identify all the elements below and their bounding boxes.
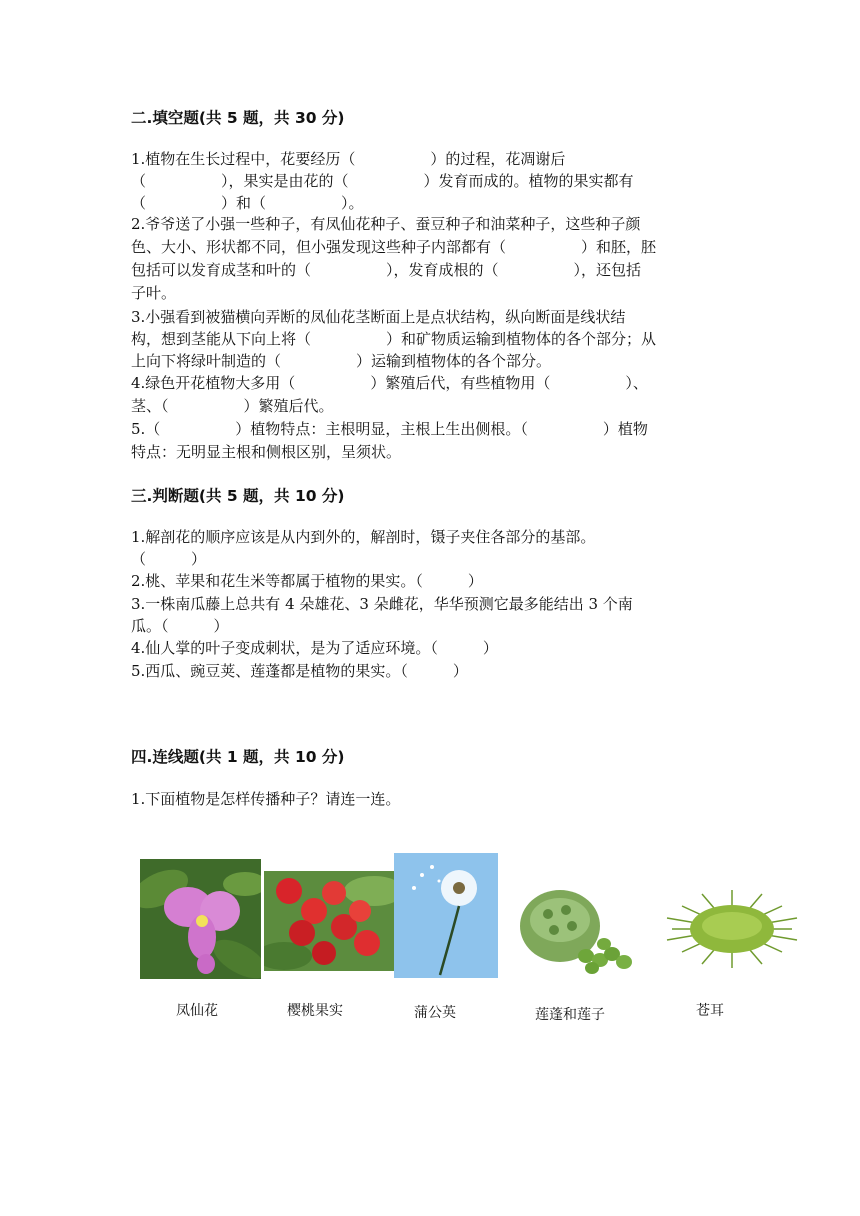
section-title-match: 四.连线题(共 1 题，共 10 分)	[131, 748, 345, 766]
question-line: 上向下将绿叶制造的（ ）运输到植物体的各个部分。	[131, 352, 552, 370]
question-line: 子叶。	[131, 284, 177, 302]
lotus-seedpod-photo	[508, 882, 644, 978]
question-line: 瓜。（ ）	[131, 617, 229, 635]
plant-caption: 凤仙花	[176, 1003, 218, 1019]
section-title-judge: 三.判断题(共 5 题，共 10 分)	[131, 487, 345, 505]
question-line: 4.仙人掌的叶子变成刺状，是为了适应环境。（ ）	[131, 639, 498, 657]
question-line: 3.一株南瓜藤上总共有 4 朵雄花、3 朵雌花，华华预测它最多能结出 3 个南	[131, 595, 633, 613]
question-line: 1.植物在生长过程中，花要经历（ ）的过程，花凋谢后	[131, 150, 566, 168]
question-line: 构，想到茎能从下向上将（ ）和矿物质运输到植物体的各个部分；从	[131, 330, 657, 348]
cherry-fruit-photo	[264, 871, 394, 971]
question-line: 4.绿色开花植物大多用（ ）繁殖后代，有些植物用（ ）、	[131, 374, 648, 392]
question-line: 2.爷爷送了小强一些种子，有凤仙花种子、蚕豆种子和油菜种子，这些种子颜	[131, 215, 641, 233]
question-line: 特点：无明显主根和侧根区别，呈须状。	[131, 443, 402, 461]
question-line: 1.下面植物是怎样传播种子？请连一连。	[131, 790, 401, 808]
question-line: 3.小强看到被猫横向弄断的凤仙花茎断面上是点状结构，纵向断面是线状结	[131, 308, 626, 326]
plant-caption: 蒲公英	[414, 1005, 456, 1021]
question-line: 2.桃、苹果和花生米等都属于植物的果实。（ ）	[131, 572, 483, 590]
dandelion-photo	[394, 853, 498, 978]
question-line: 茎、（ ）繁殖后代。	[131, 397, 334, 415]
question-line: （ ），果实是由花的（ ）发育而成的。植物的果实都有	[131, 172, 634, 190]
plant-caption: 苍耳	[696, 1003, 724, 1019]
cocklebur-photo	[662, 888, 802, 970]
plant-caption: 樱桃果实	[287, 1003, 343, 1019]
section-title-fill: 二.填空题(共 5 题，共 30 分)	[131, 109, 345, 127]
question-line: 包括可以发育成茎和叶的（ ），发育成根的（ ），还包括	[131, 261, 642, 279]
plant-caption: 莲蓬和莲子	[535, 1007, 605, 1023]
question-line: （ ）	[131, 550, 207, 568]
impatiens-flower-photo	[140, 859, 261, 979]
question-line: 5.（ ）植物特点：主根明显，主根上生出侧根。（ ）植物	[131, 420, 648, 438]
question-line: 5.西瓜、豌豆荚、莲蓬都是植物的果实。（ ）	[131, 662, 468, 680]
question-line: 色、大小、形状都不同，但小强发现这些种子内部都有（ ）和胚，胚	[131, 238, 657, 256]
question-line: 1.解剖花的顺序应该是从内到外的，解剖时，镊子夹住各部分的基部。	[131, 528, 596, 546]
question-line: （ ）和（ ）。	[131, 194, 364, 212]
